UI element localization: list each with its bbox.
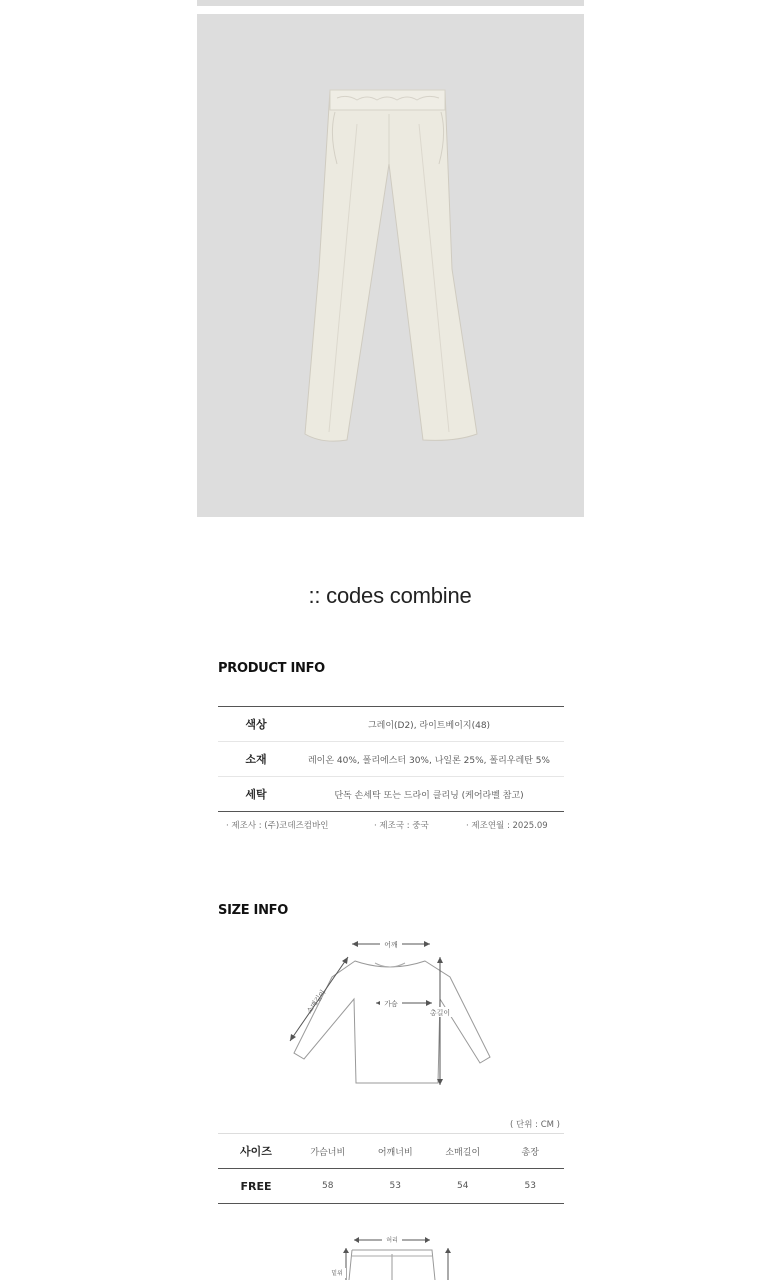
date-text: · 제조연월 : 2025.09 [466,821,548,831]
header-length: 총장 [521,1147,539,1158]
header-sleeve: 소매길이 [445,1147,481,1158]
shirt-outline-icon [280,933,500,1093]
info-value: 그레이(D2), 라이트베이지(48) [367,720,491,731]
previous-photo-edge [197,0,584,6]
info-value: 레이온 40%, 폴리에스터 30%, 나일론 25%, 폴리우레탄 5% [307,755,550,766]
size-name: FREE [240,1179,272,1193]
header-shoulder: 어깨너비 [377,1147,413,1158]
pants-outline-icon [320,1228,470,1280]
info-row-washing [218,777,564,811]
header-chest: 가슴너비 [310,1147,346,1158]
country-text: · 제조국 : 중국 [374,821,429,831]
pants-illustration [197,14,584,517]
unit-label: ( 단위 : CM ) [510,1120,560,1130]
rise-label: 밑위 [331,1270,343,1277]
maker-text: · 제조사 : (주)코데즈컴바인 [226,821,329,831]
header-size: 사이즈 [240,1145,272,1158]
info-row-material [218,742,564,777]
chest-label: 가슴 [384,1000,398,1008]
table-row [218,1169,564,1204]
waist-label: 허리 [386,1237,398,1244]
pants-size-diagram [320,1228,470,1280]
product-photo-pants [197,14,584,517]
value-chest: 58 [322,1181,334,1191]
shoulder-label: 어깨 [384,941,398,949]
manufacturer-info [218,819,564,833]
value-shoulder: 53 [389,1181,401,1191]
info-label: 색상 [245,718,267,731]
top-size-diagram [280,933,500,1093]
brand-logo: :: codes combine [308,583,472,608]
info-value: 단독 손세탁 또는 드라이 클리닝 (케어라벨 참고) [334,790,524,801]
size-table-header [218,1134,564,1169]
sleeve-label: 소매길이 [305,988,328,1016]
value-length: 53 [524,1181,536,1191]
info-row-color [218,707,564,742]
size-table [218,1133,564,1204]
product-info-table [218,706,564,812]
length-label: 총길이 [429,1009,451,1017]
product-info-title: PRODUCT INFO [218,661,325,676]
value-sleeve: 54 [457,1181,469,1191]
info-label: 세탁 [245,788,267,801]
size-info-title: SIZE INFO [218,903,288,918]
info-label: 소재 [245,753,267,766]
